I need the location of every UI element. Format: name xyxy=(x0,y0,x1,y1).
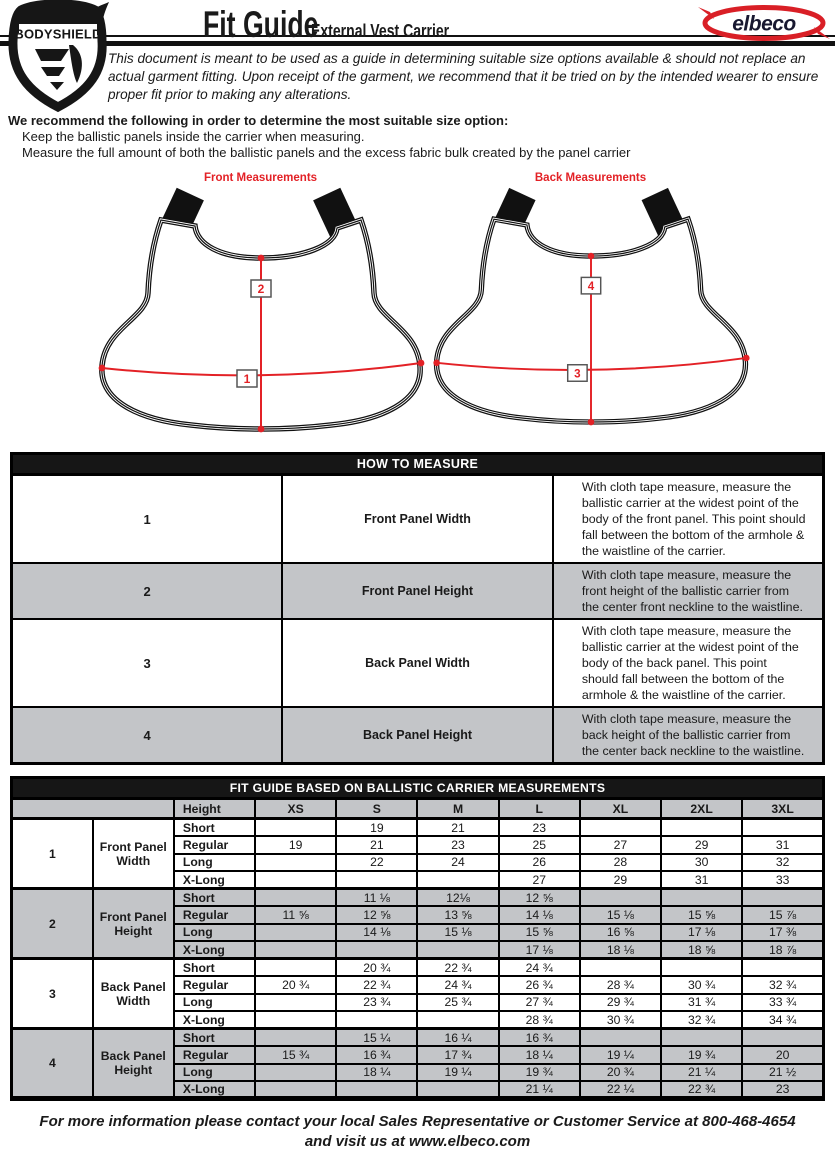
fit-height-label: Short xyxy=(174,1029,255,1047)
recommendation-item: Keep the ballistic panels inside the carrier when measuring. xyxy=(22,129,365,144)
fit-measurement-value xyxy=(255,1081,336,1099)
fit-measurement-value xyxy=(255,1064,336,1082)
fit-guide-row xyxy=(12,819,824,837)
fit-measurement-value xyxy=(336,1011,417,1029)
measure-step-description: With cloth tape measure, measure the ballistic carrier at the widest point of the body of the back panel. This point should fall between the bottom of the armhole & the waistline of the carrier. xyxy=(553,619,824,707)
elbeco-logo xyxy=(698,4,830,42)
fit-measurement-value: 23 xyxy=(417,836,498,854)
fit-guide-title: FIT GUIDE BASED ON BALLISTIC CARRIER MEASUREMENTS xyxy=(12,778,824,799)
fit-measurement-value: 33 xyxy=(742,871,823,889)
fit-measurement-value: 27 ¾ xyxy=(499,994,580,1012)
fit-height-label: Regular xyxy=(174,1046,255,1064)
fit-measurement-value: 17 ¾ xyxy=(417,1046,498,1064)
fit-measurement-value: 22 ¼ xyxy=(580,1081,661,1099)
fit-measurement-value xyxy=(336,871,417,889)
how-to-measure-title: HOW TO MEASURE xyxy=(12,454,824,475)
fit-measurement-value: 11 ⅝ xyxy=(255,906,336,924)
front-height-marker xyxy=(251,280,271,297)
fit-guide-row xyxy=(12,1029,824,1047)
fit-measurement-value: 22 ¾ xyxy=(661,1081,742,1099)
fit-measurement-value: 19 ¾ xyxy=(661,1046,742,1064)
page-subtitle: External Vest Carrier xyxy=(311,21,450,41)
fit-measurement-value: 23 ¾ xyxy=(336,994,417,1012)
recommendation-heading: We recommend the following in order to determine the most suitable size option: xyxy=(8,113,509,128)
fit-measurement-value xyxy=(580,959,661,977)
fit-measurement-value: 22 ¾ xyxy=(417,959,498,977)
measure-step-number: 1 xyxy=(12,475,283,564)
front-vest-diagram xyxy=(91,187,431,434)
fit-measurement-value xyxy=(580,889,661,907)
fit-measurement-value: 16 ⅝ xyxy=(580,924,661,942)
measure-step-description: With cloth tape measure, measure the ballistic carrier at the widest point of the body of the front panel. This point should fall between the bottom of the armhole & the waistline of the carrier. xyxy=(553,475,824,564)
measure-step-number: 3 xyxy=(12,619,283,707)
fit-measurement-value xyxy=(255,871,336,889)
fit-measurement-value xyxy=(661,959,742,977)
fit-measurement-value: 14 ⅛ xyxy=(336,924,417,942)
fit-measurement-value xyxy=(336,941,417,959)
svg-text:4: 4 xyxy=(587,280,594,294)
fit-measurement-value xyxy=(580,1029,661,1047)
fit-measurement-value: 21 ¼ xyxy=(499,1081,580,1099)
fit-measurement-value: 15 ⅝ xyxy=(661,906,742,924)
fit-measurement-value xyxy=(255,854,336,872)
fit-measurement-value: 13 ⅝ xyxy=(417,906,498,924)
how-to-measure-row xyxy=(12,619,824,707)
fit-height-label: Long xyxy=(174,994,255,1012)
fit-guide-size-header: S xyxy=(336,799,417,819)
fit-measurement-value xyxy=(255,819,336,837)
fit-measurement-value: 30 xyxy=(661,854,742,872)
fit-height-label: X-Long xyxy=(174,871,255,889)
fit-measurement-value: 28 ¾ xyxy=(580,976,661,994)
recommendation-item: Measure the full amount of both the ballistic panels and the excess fabric bulk created by the panel carrier xyxy=(22,144,631,160)
measure-step-label: Back Panel Width xyxy=(282,619,553,707)
fit-measurement-value xyxy=(417,871,498,889)
fit-measurement-value: 28 ¾ xyxy=(499,1011,580,1029)
fit-guide-row xyxy=(12,959,824,977)
fit-measurement-value: 12 ⅝ xyxy=(499,889,580,907)
fit-measurement-value: 20 ¾ xyxy=(336,959,417,977)
fit-guide-column-headers xyxy=(12,799,824,819)
fit-measurement-value: 21 ¼ xyxy=(661,1064,742,1082)
fit-section-number: 2 xyxy=(12,889,93,959)
fit-measurement-value xyxy=(742,819,823,837)
fit-measurement-value: 34 ¾ xyxy=(742,1011,823,1029)
fit-measurement-value: 12⅛ xyxy=(417,889,498,907)
fit-measurement-value: 23 xyxy=(499,819,580,837)
fit-measurement-value: 12 ⅝ xyxy=(336,906,417,924)
front-width-marker xyxy=(237,370,257,387)
recommendation-section xyxy=(8,113,825,160)
fit-measurement-value: 18 ⅞ xyxy=(742,941,823,959)
fit-measurement-value: 22 ¾ xyxy=(336,976,417,994)
fit-measurement-value: 32 xyxy=(742,854,823,872)
fit-measurement-value: 21 xyxy=(336,836,417,854)
fit-measurement-value xyxy=(255,889,336,907)
bodyshield-logo xyxy=(7,1,109,109)
measure-step-description: With cloth tape measure, measure the front height of the ballistic carrier from the center front neckline to the waistline. xyxy=(553,563,824,619)
footer-contact-text: For more information please contact your local Sales Representative or Customer Service at 800-468-4654 and visit us at www.elbeco.com xyxy=(39,1113,796,1150)
fit-measurement-value: 15 ¼ xyxy=(336,1029,417,1047)
fit-height-label: Short xyxy=(174,819,255,837)
fit-height-label: X-Long xyxy=(174,941,255,959)
fit-section-number: 3 xyxy=(12,959,93,1029)
fit-measurement-value: 15 ⅛ xyxy=(417,924,498,942)
fit-measurement-value: 21 xyxy=(417,819,498,837)
fit-measurement-value: 26 ¾ xyxy=(499,976,580,994)
fit-measurement-value: 14 ⅛ xyxy=(499,906,580,924)
fit-measurement-value xyxy=(417,941,498,959)
fit-measurement-value xyxy=(661,889,742,907)
measure-step-number: 2 xyxy=(12,563,283,619)
disclaimer-text: This document is meant to be used as a guide in determining suitable size options available & should not replace an actual garment fitting. Upon receipt of the garment, we recommend that it be tried on by the intended wearer to ensure proper fit prior to making any alterations. xyxy=(108,51,819,102)
back-vest-diagram xyxy=(426,187,756,427)
fit-guide-size-header: 3XL xyxy=(742,799,823,819)
fit-measurement-value: 19 xyxy=(255,836,336,854)
fit-measurement-value: 15 ¾ xyxy=(255,1046,336,1064)
fit-measurement-value: 27 xyxy=(499,871,580,889)
page-title: Fit Guide xyxy=(203,4,319,45)
fit-measurement-value: 18 ⅝ xyxy=(661,941,742,959)
back-measurements-caption: Back Measurements xyxy=(534,172,647,184)
fit-guide-size-header: L xyxy=(499,799,580,819)
svg-text:2: 2 xyxy=(257,282,264,296)
fit-height-label: Regular xyxy=(174,976,255,994)
fit-measurement-value xyxy=(742,959,823,977)
fit-measurement-value: 30 ¾ xyxy=(580,1011,661,1029)
fit-measurement-value: 26 xyxy=(499,854,580,872)
fit-height-label: Long xyxy=(174,854,255,872)
fit-measurement-value: 20 xyxy=(742,1046,823,1064)
fit-measurement-value: 17 ⅛ xyxy=(661,924,742,942)
fit-measurement-value: 17 ⅛ xyxy=(499,941,580,959)
fit-section-label: Back Panel Height xyxy=(93,1029,174,1099)
fit-measurement-value: 25 xyxy=(499,836,580,854)
fit-measurement-value: 29 ¾ xyxy=(580,994,661,1012)
fit-section-number: 1 xyxy=(12,819,93,889)
fit-measurement-value: 25 ¾ xyxy=(417,994,498,1012)
fit-measurement-value: 17 ⅜ xyxy=(742,924,823,942)
bodyshield-logo-text: BODYSHIELD xyxy=(14,26,102,42)
fit-measurement-value: 11 ⅛ xyxy=(336,889,417,907)
fit-measurement-value xyxy=(580,819,661,837)
fit-measurement-value xyxy=(255,924,336,942)
back-height-marker xyxy=(581,277,600,294)
fit-height-label: Regular xyxy=(174,836,255,854)
fit-measurement-value: 23 xyxy=(742,1081,823,1099)
fit-measurement-value xyxy=(417,1011,498,1029)
fit-measurement-value xyxy=(255,1011,336,1029)
measure-step-label: Front Panel Width xyxy=(282,475,553,564)
fit-guide-size-header: 2XL xyxy=(661,799,742,819)
how-to-measure-table xyxy=(10,452,825,765)
fit-measurement-value: 32 ¾ xyxy=(661,1011,742,1029)
fit-height-label: Short xyxy=(174,889,255,907)
fit-section-number: 4 xyxy=(12,1029,93,1099)
fit-section-label: Front Panel Width xyxy=(93,819,174,889)
fit-guide-size-header: XL xyxy=(580,799,661,819)
fit-height-label: X-Long xyxy=(174,1081,255,1099)
fit-section-label: Back Panel Width xyxy=(93,959,174,1029)
fit-measurement-value: 31 xyxy=(661,871,742,889)
fit-section-label: Front Panel Height xyxy=(93,889,174,959)
fit-guide-size-header: XS xyxy=(255,799,336,819)
fit-measurement-value: 19 ¼ xyxy=(580,1046,661,1064)
fit-measurement-value: 20 ¾ xyxy=(255,976,336,994)
fit-measurement-value xyxy=(336,1081,417,1099)
measure-step-label: Back Panel Height xyxy=(282,707,553,764)
fit-measurement-value: 33 ¾ xyxy=(742,994,823,1012)
fit-height-label: X-Long xyxy=(174,1011,255,1029)
measure-step-number: 4 xyxy=(12,707,283,764)
elbeco-logo-text: elbeco xyxy=(732,12,796,36)
fit-measurement-value: 15 ⅞ xyxy=(742,906,823,924)
fit-measurement-value: 16 ¾ xyxy=(336,1046,417,1064)
fit-measurement-value: 31 ¾ xyxy=(661,994,742,1012)
fit-measurement-value: 18 ¼ xyxy=(336,1064,417,1082)
fit-measurement-value: 30 ¾ xyxy=(661,976,742,994)
measure-step-label: Front Panel Height xyxy=(282,563,553,619)
back-vest-figure xyxy=(423,172,758,427)
svg-text:1: 1 xyxy=(243,372,250,386)
fit-measurement-value: 20 ¾ xyxy=(580,1064,661,1082)
fit-measurement-value: 19 xyxy=(336,819,417,837)
fit-guide-size-header: M xyxy=(417,799,498,819)
fit-height-label: Long xyxy=(174,924,255,942)
fit-height-label: Short xyxy=(174,959,255,977)
fit-measurement-value: 24 ¾ xyxy=(417,976,498,994)
fit-measurement-value: 16 ¼ xyxy=(417,1029,498,1047)
fit-measurement-value: 18 ⅛ xyxy=(580,941,661,959)
fit-measurement-value xyxy=(255,994,336,1012)
fit-guide-height-header: Height xyxy=(174,799,255,819)
svg-text:3: 3 xyxy=(573,367,581,381)
fit-measurement-value xyxy=(417,1081,498,1099)
fit-measurement-value xyxy=(661,819,742,837)
fit-measurement-value: 24 ¾ xyxy=(499,959,580,977)
title-block xyxy=(203,4,488,46)
fit-measurement-value xyxy=(255,959,336,977)
fit-measurement-value: 19 ¾ xyxy=(499,1064,580,1082)
fit-measurement-value xyxy=(742,1029,823,1047)
fit-measurement-value: 24 xyxy=(417,854,498,872)
fit-guide-row xyxy=(12,889,824,907)
how-to-measure-row xyxy=(12,707,824,764)
fit-measurement-value: 27 xyxy=(580,836,661,854)
fit-measurement-value: 21 ½ xyxy=(742,1064,823,1082)
fit-guide-table xyxy=(10,776,825,1101)
measurement-diagrams xyxy=(0,172,835,444)
fit-measurement-value: 28 xyxy=(580,854,661,872)
fit-measurement-value: 15 ⅛ xyxy=(580,906,661,924)
front-vest-figure xyxy=(88,172,433,434)
front-measurements-caption: Front Measurements xyxy=(203,172,318,184)
fit-measurement-value xyxy=(661,1029,742,1047)
back-width-marker xyxy=(567,365,586,382)
page-header xyxy=(0,0,835,110)
how-to-measure-row xyxy=(12,563,824,619)
fit-measurement-value: 29 xyxy=(661,836,742,854)
fit-measurement-value xyxy=(255,941,336,959)
measure-step-description: With cloth tape measure, measure the back height of the ballistic carrier from the center back neckline to the waistline. xyxy=(553,707,824,764)
fit-measurement-value: 16 ¾ xyxy=(499,1029,580,1047)
fit-height-label: Regular xyxy=(174,906,255,924)
how-to-measure-row xyxy=(12,475,824,564)
fit-measurement-value: 19 ¼ xyxy=(417,1064,498,1082)
fit-measurement-value: 18 ¼ xyxy=(499,1046,580,1064)
fit-measurement-value: 29 xyxy=(580,871,661,889)
fit-guide-corner-cell xyxy=(12,799,174,819)
fit-measurement-value: 15 ⅝ xyxy=(499,924,580,942)
shield-icon xyxy=(7,1,109,109)
elbeco-swoosh-icon xyxy=(698,4,830,42)
fit-height-label: Long xyxy=(174,1064,255,1082)
fit-measurement-value: 22 xyxy=(336,854,417,872)
fit-measurement-value: 32 ¾ xyxy=(742,976,823,994)
fit-measurement-value xyxy=(742,889,823,907)
fit-measurement-value: 31 xyxy=(742,836,823,854)
fit-measurement-value xyxy=(255,1029,336,1047)
